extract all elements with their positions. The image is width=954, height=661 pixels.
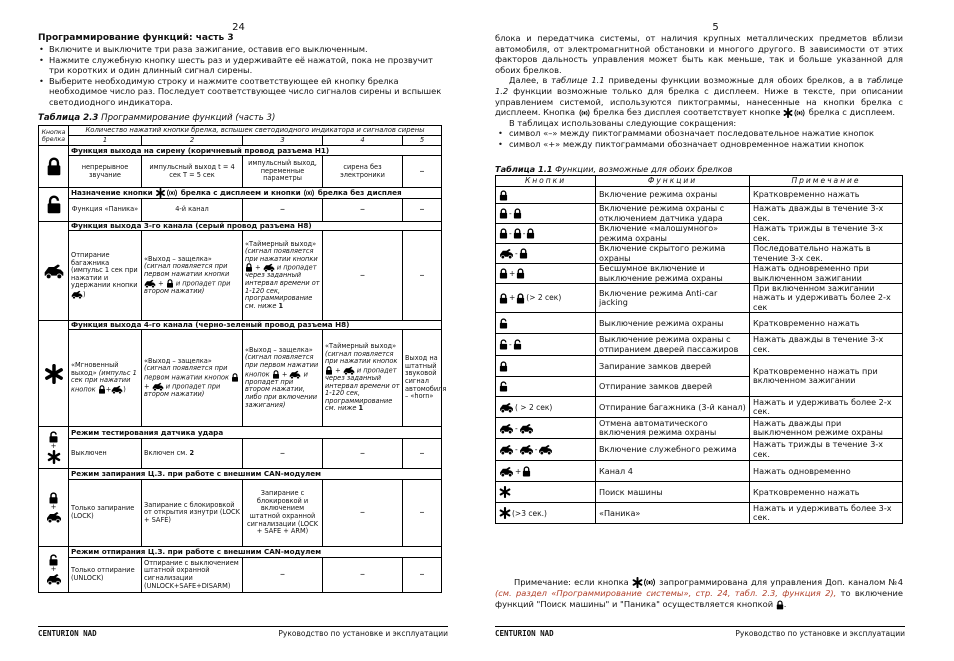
body-text <box>495 25 903 150</box>
footer-text: Руководство по установке и эксплуатации <box>278 629 448 638</box>
lock-closed-icon <box>522 466 531 477</box>
table-cell: «Таймерный выход» (сигнал появляется при нажатии кнопки + и пропадет через заданный интервал времени от 1-120 сек, программирование см. ниже 1 <box>243 231 323 321</box>
lock-closed-icon <box>98 385 106 394</box>
car-trunk-icon <box>519 423 534 434</box>
buttons-cell <box>496 503 596 524</box>
list-item: • Выберите необходимую строку и нажмите соответствующее ей кнопку брелка необходимое число раз. Последует соответствующее число сигналов сирены и вспышек светодиодного индикатора. <box>38 76 448 108</box>
table-header <box>39 126 442 136</box>
table-cell: Только запирание (LOCK) <box>69 480 142 547</box>
programming-table: Кнопка брелка Количество нажатий кнопки брелка, вспышек светодиодного индикатора и сигналов сирены 1 2 3 4 5 Функция выхода на сирену (коричневый провод разъема Н1) непрерывное звучание импульсный выход t = 4 сек T = 5 сек импульсный выход, переменные параметры сирена без электроники – Назначение кнопки брелка с дисплеем и кнопки брелка без дисплея Функция «Паника» 4-й канал – – – Функция выхода 3-го канала (серый провод разъема Н8) Отпирание багажника (импульс 1 сек при нажатии и удержании кнопки ) «Выход – защелка» (сигнал появляется при первом нажатии кнопки + и пропадет при втором нажатии) «Таймерный выход» (сигнал появляется при нажатии кнопки + и пропадет через заданный интервал времени от 1-120 сек, программирование см. ниже 1 – – Функция выхода 4-го канала (черно-зеленый провод разъема Н8) «Мгновенный выход» (импульс 1 сек при нажатии кнопок + ) «Выход – защелка» (сигнал появляется при первом нажатии кнопок + и пропадет при втором нажатии) «Выход – защелка» (сигнал появляется при первом нажатии кнопок + и пропадет при втором нажатии, либо при включении зажигания) «Таймерный выход» (сигнал появляется при нажатии кнопок + и пропадет через заданный интервал времени от 1-120 сек, программирование см. ниже 1 Выход на штатный звуковой сигнал автомобиля – «horn» + Режим тестирования датчика удара Выключен Включен см. 2 – – – + Режим запирания Ц.З. при работе с внешним CAN-модулем Только запирание (LOCK) Запирание с блокировкой от открытия изнутри (LOCK + SAFE) Запирание с блокировкой и включением штатной охранной сигнализации (LOCK + SAFE + ARM) – – + Режим отпирания Ц.З. при работе с внешним CAN-модулем Только отпирание (UNLOCK) Отпирание с выключением штатной охранной сигнализации (UNLOCK+SAFE+DISARM) – – – <box>38 125 442 593</box>
table-cell: «Мгновенный выход» (импульс 1 сек при нажатии кнопок + ) <box>69 330 142 427</box>
function-cell: Включение режима Anti-car jacking <box>596 284 750 313</box>
buttons-cell <box>496 204 596 224</box>
note-cell: Нажать дважды в течение 3-х сек. <box>750 334 903 356</box>
paragraph: В таблицах использованы следующие сокращения: <box>509 117 737 128</box>
note-cell: Кратковременно нажать <box>750 313 903 334</box>
car-trunk-icon <box>43 263 65 279</box>
buttons-cell <box>496 461 596 482</box>
note-cell: Кратковременно нажать <box>750 482 903 503</box>
table-cell: Функция «Паника» <box>69 199 142 222</box>
page-footer <box>38 626 448 640</box>
note-cell: Нажать и удерживать более 2-х сек. <box>750 397 903 418</box>
function-cell: Отпирание замков дверей <box>596 377 750 397</box>
table-cell: «Выход – защелка» (сигнал появляется при первом нажатии кнопок + и пропадет при втором нажатии) <box>142 330 243 427</box>
signal-wave-icon <box>303 188 315 198</box>
section-heading: Функция выхода 3-го канала (серый провод разъема Н8) <box>69 222 442 231</box>
footer-text: Руководство по установке и эксплуатации <box>735 629 905 638</box>
table-cell: Отпирание багажника (импульс 1 сек при нажатии и удержании кнопки ) <box>69 231 142 321</box>
asterisk-star-icon <box>499 486 511 498</box>
table-cell: «Выход – защелка» (сигнал появляется при первом нажатии кнопки + и пропадет при втором нажатии) <box>142 231 243 321</box>
table-row <box>496 313 903 334</box>
table-row <box>496 224 903 244</box>
list-item: • символ «+» между пиктограммами обозначает одновременное нажатии кнопок <box>498 138 865 149</box>
buttons-cell <box>496 224 596 244</box>
lock-closed-icon <box>46 157 62 176</box>
note-cell: Последовательно нажать в течение 3-х сек. <box>750 244 903 264</box>
separator: - <box>515 423 518 433</box>
separator: + <box>515 466 522 476</box>
table-header <box>496 176 903 187</box>
lock-closed-icon <box>516 293 525 304</box>
buttons-cell <box>496 334 596 356</box>
lock-closed-icon <box>499 208 508 219</box>
table-cell: импульсный выход, переменные параметры <box>243 156 323 188</box>
table-cell: – <box>403 439 442 469</box>
lock-closed-icon <box>499 361 508 372</box>
table-cell: – <box>323 558 403 593</box>
function-cell: Канал 4 <box>596 461 750 482</box>
function-cell: Поиск машины <box>596 482 750 503</box>
asterisk-star-icon <box>155 188 166 198</box>
table-row <box>496 503 903 524</box>
table-row <box>496 461 903 482</box>
buttons-cell <box>496 397 596 418</box>
asterisk-star-icon <box>44 364 64 384</box>
duration-label: ( > 2 сек) <box>515 402 553 412</box>
note-cell: Нажать трижды в течение 3-х сек. <box>750 439 903 461</box>
buttons-cell <box>496 356 596 377</box>
table-row <box>496 264 903 284</box>
asterisk-star-icon <box>499 507 511 519</box>
table-cell: – <box>403 231 442 321</box>
footer-brand: CENTURION NAD <box>38 629 97 638</box>
buttons-cell <box>496 313 596 334</box>
function-cell: Отмена автоматического включения режима охраны <box>596 418 750 439</box>
lock-closed-icon <box>516 268 525 279</box>
table-cell: – <box>243 439 323 469</box>
table-row <box>496 187 903 204</box>
note-cell: Нажать одновременно <box>750 461 903 482</box>
paragraph: блока и передатчика системы, от наличия крупных металлических предметов вблизи автомобиля, от электромагнитной обстановки и многого другого. В зависимости от этих факторов дальность управления может быть как меньше, так и больше указанной для обоих брелков. <box>495 33 903 75</box>
header-count: Количество нажатий кнопки брелка, вспышек светодиодного индикатора и сигналов сирены <box>69 126 442 136</box>
note-cell: Кратковременно нажать <box>750 187 903 204</box>
table-cell: «Таймерный выход» (сигнал появляется при нажатии кнопок + и пропадет через заданный интервал времени от 1-120 сек, программирование см. ниже 1 <box>323 330 403 427</box>
note-cell: Нажать одновременно при выключенном зажигании <box>750 264 903 284</box>
function-cell: Включение режима охраны с отключением датчика удара <box>596 204 750 224</box>
table-cell: Отпирание с выключением штатной охранной сигнализации (UNLOCK+SAFE+DISARM) <box>142 558 243 593</box>
table-row <box>496 204 903 224</box>
signal-wave-icon <box>793 108 806 118</box>
header-cell: Примечание <box>750 176 903 187</box>
table-cell: непрерывное звучание <box>69 156 142 188</box>
separator: + <box>509 268 516 278</box>
table-cell: Запирание с блокировкой и включением штатной охранной сигнализации (LOCK + SAFE + ARM) <box>243 480 323 547</box>
separator: - <box>534 445 538 455</box>
car-trunk-icon <box>499 402 514 413</box>
table-cell: – <box>323 199 403 222</box>
section-heading: Функция выхода на сирену (коричневый провод разъема Н1) <box>69 146 442 156</box>
function-cell: Включение служебного режима <box>596 439 750 461</box>
col-number: 3 <box>243 136 323 146</box>
car-trunk-icon <box>499 248 514 259</box>
section-heading: Режим отпирания Ц.З. при работе с внешним CAN-модулем <box>69 547 442 558</box>
lock-closed-icon <box>499 268 508 279</box>
section-heading: Режим тестирования датчика удара <box>69 427 442 439</box>
function-cell: Включение скрытого режима охраны <box>596 244 750 264</box>
buttons-cell <box>496 187 596 204</box>
paragraph: Далее, в таблице 1.1 приведены функции возможные для обоих брелков, а в таблице 1.2 функции возможные только для брелка с дисплеем. Ниже в тексте, при описании управлением системой, используются пиктограммы, нанесенные на кнопки брелка с дисплеем. Кнопка брелка без дисплея соответствует кнопке брелка с дисплеем. <box>495 75 903 118</box>
car-trunk-icon <box>519 444 534 455</box>
duration-label: (>3 сек.) <box>512 508 547 518</box>
buttons-cell <box>496 244 596 264</box>
lock-open-icon <box>499 381 508 392</box>
table-row <box>496 439 903 461</box>
car-trunk-icon <box>71 290 83 299</box>
asterisk-star-icon <box>632 577 643 588</box>
lock-open-icon <box>499 318 508 329</box>
table-cell: – <box>403 558 442 593</box>
lock-closed-icon <box>513 208 522 219</box>
lock-closed-icon <box>499 228 508 239</box>
header-cell: Кнопки <box>496 176 596 187</box>
car-trunk-icon <box>538 444 553 455</box>
signal-wave-icon <box>578 108 591 118</box>
car-trunk-icon <box>46 573 62 585</box>
table-cell: сирена без электроники <box>323 156 403 188</box>
page-number: 24 <box>232 22 245 33</box>
table-row <box>496 397 903 418</box>
note-cell: Нажать дважды в течение 3-х сек. <box>750 204 903 224</box>
footer-brand: CENTURION NAD <box>495 629 554 638</box>
table-cell: – <box>243 558 323 593</box>
table-cell: Включен см. 2 <box>142 439 243 469</box>
page-number: 5 <box>712 22 719 33</box>
lock-open-icon <box>513 339 522 350</box>
right-page <box>477 0 954 661</box>
list-item: • Нажмите служебную кнопку шесть раз и удерживайте её нажатой, пока не прозвучит три коротких и один длинный сигнал сирены. <box>38 55 448 76</box>
abbrev-list <box>495 128 903 149</box>
page-footer <box>495 626 905 640</box>
table-row <box>496 334 903 356</box>
lock-closed-icon <box>776 600 784 610</box>
function-cell: Выключение режима охраны с отпиранием дверей пассажиров <box>596 334 750 356</box>
table-cell: «Выход – защелка» (сигнал появляется при первом нажатии кнопок + и пропадет при втором нажатии, либо при включении зажигания) <box>243 330 323 427</box>
note-cell: Нажать трижды в течение 3-х сек. <box>750 224 903 244</box>
section-heading: Режим запирания Ц.З. при работе с внешним CAN-модулем <box>69 469 442 480</box>
asterisk-star-icon <box>47 450 61 464</box>
signal-wave-icon <box>643 577 656 588</box>
buttons-cell <box>496 482 596 503</box>
car-trunk-icon <box>499 466 514 477</box>
table-cell: – <box>403 480 442 547</box>
function-cell: Отпирание багажника (3-й канал) <box>596 397 750 418</box>
duration-label: (> 2 сек) <box>526 293 562 303</box>
table-caption: Таблица 2.3 Программирование функций (часть 3) <box>38 113 276 123</box>
list-item: • символ «–» между пиктограммами обозначает последовательное нажатие кнопок <box>498 128 874 139</box>
table-cell: – <box>243 199 323 222</box>
header-button: Кнопка брелка <box>39 126 69 146</box>
header-cell: Функции <box>596 176 750 187</box>
table-cell: импульсный выход t = 4 сек T = 5 сек <box>142 156 243 188</box>
table-row <box>496 482 903 503</box>
col-number: 2 <box>142 136 243 146</box>
lock-closed-icon <box>231 373 239 382</box>
lock-closed-icon <box>526 228 535 239</box>
table-cell: Выход на штатный звуковой сигнал автомобиля – «horn» <box>403 330 442 427</box>
note-cell: Кратковременно нажать при включенном зажигании <box>750 356 903 397</box>
table-cell: 4-й канал <box>142 199 243 222</box>
table-row <box>496 284 903 313</box>
table-row <box>496 418 903 439</box>
note-text: Примечание: если кнопка запрограммирована для управления Доп. каналом №4 (см. раздел «Программирование системы», стр. 24, табл. 2.3, функция 2), то включение функций "Поиск машины" и "Паника" осуществляется кнопкой . <box>495 577 903 609</box>
function-cell: «Паника» <box>596 503 750 524</box>
table-cell: – <box>323 480 403 547</box>
function-cell: Выключение режима охраны <box>596 313 750 334</box>
buttons-cell <box>496 439 596 461</box>
functions-table <box>495 175 903 524</box>
function-cell: Запирание замков дверей <box>596 356 750 377</box>
buttons-cell <box>496 264 596 284</box>
table-cell: – <box>403 156 442 188</box>
lock-open-icon <box>499 339 508 350</box>
instruction-list <box>38 44 448 107</box>
separator: - <box>509 208 512 218</box>
note-cell: При включенном зажигании нажать и удерживать более 2-х сек <box>750 284 903 313</box>
buttons-cell <box>496 377 596 397</box>
function-cell: Включение режима охраны <box>596 187 750 204</box>
signal-wave-icon <box>166 188 178 198</box>
separator: - <box>515 445 518 455</box>
col-number: 5 <box>403 136 442 146</box>
col-number: 1 <box>69 136 142 146</box>
note-cell: Нажать и удерживать более 3-х сек. <box>750 503 903 524</box>
note-cell: Нажать дважды при выключенном режиме охраны <box>750 418 903 439</box>
col-number: 4 <box>323 136 403 146</box>
table-cell: Выключен <box>69 439 142 469</box>
table-row <box>496 244 903 264</box>
table-cell: – <box>323 439 403 469</box>
section-heading: Назначение кнопки брелка с дисплеем и кнопки брелка без дисплея <box>69 188 442 199</box>
function-cell: Включение «малошумного» режима охраны <box>596 224 750 244</box>
car-trunk-icon <box>111 385 123 394</box>
lock-closed-icon <box>519 248 528 259</box>
list-item: • Включите и выключите три раза зажигание, оставив его выключенным. <box>38 44 448 55</box>
table-cell: – <box>403 199 442 222</box>
separator: + <box>509 293 516 303</box>
lock-open-icon <box>46 195 62 214</box>
table-caption: Таблица 1.1 Функции, возможные для обоих брелков <box>495 164 733 174</box>
car-trunk-icon <box>46 511 62 523</box>
table-cell: Запирание с блокировкой от открытия изнутри (LOCK + SAFE) <box>142 480 243 547</box>
section-heading: Функция выхода 4-го канала (черно-зеленый провод разъема Н8) <box>69 321 442 330</box>
buttons-cell <box>496 418 596 439</box>
section-title: Программирование функций: часть 3 <box>38 33 234 43</box>
separator: - <box>515 248 518 258</box>
function-cell: Бесшумное включение и выключение режима охраны <box>596 264 750 284</box>
separator: - <box>509 228 512 238</box>
separator: - <box>509 340 512 350</box>
table-cell: Только отпирание (UNLOCK) <box>69 558 142 593</box>
lock-closed-icon <box>513 228 522 239</box>
buttons-cell <box>496 284 596 313</box>
table-cell: – <box>323 231 403 321</box>
car-trunk-icon <box>499 423 514 434</box>
lock-closed-icon <box>499 293 508 304</box>
asterisk-star-icon <box>783 108 793 118</box>
lock-closed-icon <box>499 190 508 201</box>
table-row <box>496 356 903 377</box>
separator: - <box>522 228 526 238</box>
car-trunk-icon <box>499 444 514 455</box>
